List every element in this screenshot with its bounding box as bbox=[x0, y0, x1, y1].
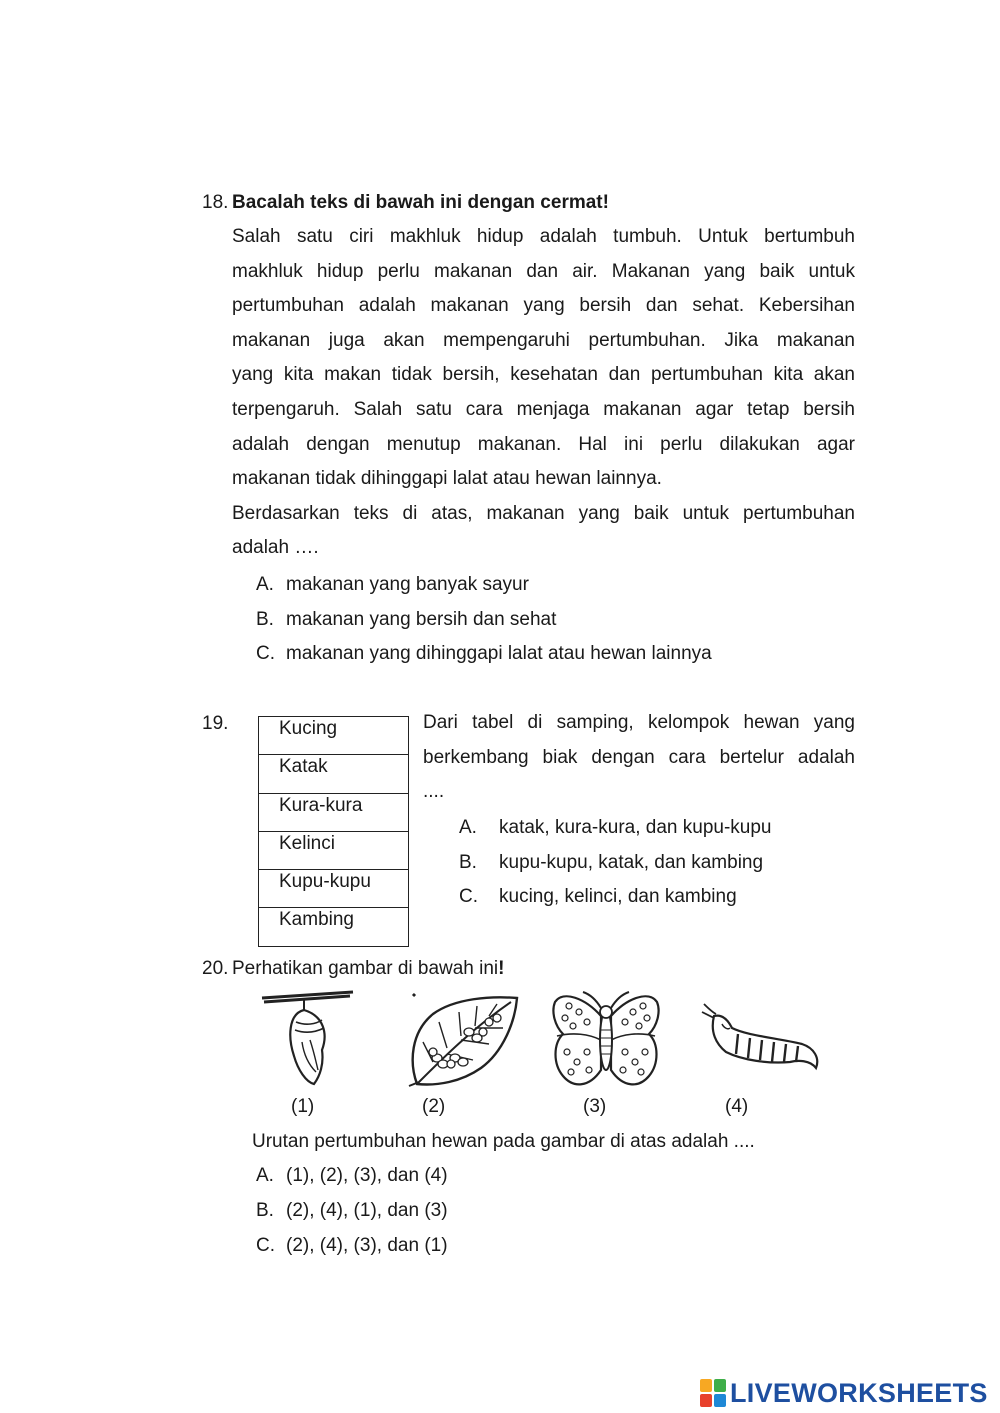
option-text: kucing, kelinci, dan kambing bbox=[499, 886, 737, 907]
question-20-text: Urutan pertumbuhan hewan pada gambar di atas adalah .... bbox=[252, 1131, 755, 1152]
option-label: B. bbox=[256, 1200, 274, 1221]
question-line: .... bbox=[423, 781, 445, 803]
pupa-figure bbox=[258, 990, 358, 1090]
figure-caption-1: (1) bbox=[291, 1096, 315, 1117]
table-cell: Kura-kura bbox=[259, 793, 409, 831]
passage-line: yang kita makan tidak bersih, kesehatan dan pertumbuhan kita akan bbox=[232, 364, 855, 386]
passage-line: terpengaruh. Salah satu cara menjaga makanan agar tetap bersih bbox=[232, 398, 855, 420]
logo-square bbox=[714, 1379, 726, 1392]
question-20-option-c[interactable] bbox=[256, 1235, 448, 1257]
instruction-text: Perhatikan gambar di bawah ini bbox=[232, 958, 499, 979]
logo-mark-icon bbox=[700, 1379, 726, 1407]
option-text: makanan yang bersih dan sehat bbox=[286, 609, 557, 630]
question-20-option-a[interactable] bbox=[256, 1165, 448, 1187]
option-text: kupu-kupu, katak, dan kambing bbox=[499, 852, 764, 873]
logo-square bbox=[700, 1379, 712, 1392]
passage-line: makhluk hidup perlu makanan dan air. Makanan yang baik untuk bbox=[232, 260, 855, 282]
question-20-number: 20. bbox=[202, 958, 229, 979]
question-line: Dari tabel di samping, kelompok hewan yang bbox=[423, 712, 855, 733]
question-19-option-c[interactable] bbox=[459, 886, 737, 908]
question-19-option-b[interactable] bbox=[459, 852, 763, 874]
logo-square bbox=[714, 1394, 726, 1407]
option-label: B. bbox=[256, 609, 274, 630]
table-cell: Kambing bbox=[259, 908, 409, 946]
question-18-text: adalah …. bbox=[232, 537, 319, 559]
passage-line: Salah satu ciri makhluk hidup adalah tumbuh. Untuk bertumbuh bbox=[232, 226, 855, 247]
figure-caption-3: (3) bbox=[583, 1096, 607, 1117]
option-text: (1), (2), (3), dan (4) bbox=[286, 1165, 448, 1186]
option-text: (2), (4), (1), dan (3) bbox=[286, 1200, 448, 1221]
figure-caption-2: (2) bbox=[422, 1096, 446, 1117]
figure-caption-4: (4) bbox=[725, 1096, 749, 1117]
option-label: C. bbox=[459, 886, 478, 907]
logo-text: LIVEWORKSHEETS bbox=[730, 1377, 988, 1408]
question-18-number: 18. bbox=[202, 192, 229, 213]
option-label: B. bbox=[459, 852, 477, 873]
passage-line: makanan juga akan mempengaruhi pertumbuhan. Jika makanan bbox=[232, 329, 855, 351]
option-text: makanan yang dihinggapi lalat atau hewan lainnya bbox=[286, 643, 712, 664]
question-18-option-b[interactable] bbox=[256, 609, 556, 631]
option-text: makanan yang banyak sayur bbox=[286, 574, 529, 595]
option-label: A. bbox=[256, 1165, 274, 1186]
caterpillar-figure bbox=[698, 998, 823, 1078]
butterfly-figure bbox=[549, 990, 664, 1090]
question-18-option-c[interactable] bbox=[256, 643, 712, 665]
passage-line: adalah dengan menutup makanan. Hal ini perlu dilakukan agar bbox=[232, 433, 855, 455]
question-20-option-b[interactable] bbox=[256, 1200, 448, 1222]
question-18-option-a[interactable] bbox=[256, 574, 529, 596]
passage-line: makanan tidak dihinggapi lalat atau hewan lainnya. bbox=[232, 468, 662, 490]
table-cell: Kelinci bbox=[259, 831, 409, 869]
table-cell: Kucing bbox=[259, 717, 409, 755]
instruction-mark: ! bbox=[498, 958, 505, 979]
animal-table bbox=[258, 716, 409, 947]
option-label: C. bbox=[256, 643, 275, 664]
question-18-instruction: Bacalah teks di bawah ini dengan cermat! bbox=[232, 192, 609, 213]
question-18-text: Berdasarkan teks di atas, makanan yang baik untuk pertumbuhan bbox=[232, 502, 855, 524]
eggs-on-leaf-figure bbox=[403, 992, 523, 1087]
passage-line: pertumbuhan adalah makanan yang bersih dan sehat. Kebersihan bbox=[232, 295, 855, 317]
question-line: berkembang biak dengan cara bertelur adalah bbox=[423, 746, 855, 768]
option-label: A. bbox=[459, 817, 477, 838]
option-text: (2), (4), (3), dan (1) bbox=[286, 1235, 448, 1256]
question-19-number: 19. bbox=[202, 713, 229, 734]
question-20-instruction bbox=[232, 958, 505, 980]
option-label: A. bbox=[256, 574, 274, 595]
liveworksheets-logo[interactable] bbox=[700, 1376, 988, 1410]
option-label: C. bbox=[256, 1235, 275, 1256]
logo-square bbox=[700, 1394, 712, 1407]
table-cell: Katak bbox=[259, 755, 409, 793]
table-cell: Kupu-kupu bbox=[259, 870, 409, 908]
option-text: katak, kura-kura, dan kupu-kupu bbox=[499, 817, 772, 838]
question-19-option-a[interactable] bbox=[459, 817, 772, 839]
question-18-passage bbox=[232, 220, 855, 566]
question-19-text bbox=[423, 706, 855, 810]
